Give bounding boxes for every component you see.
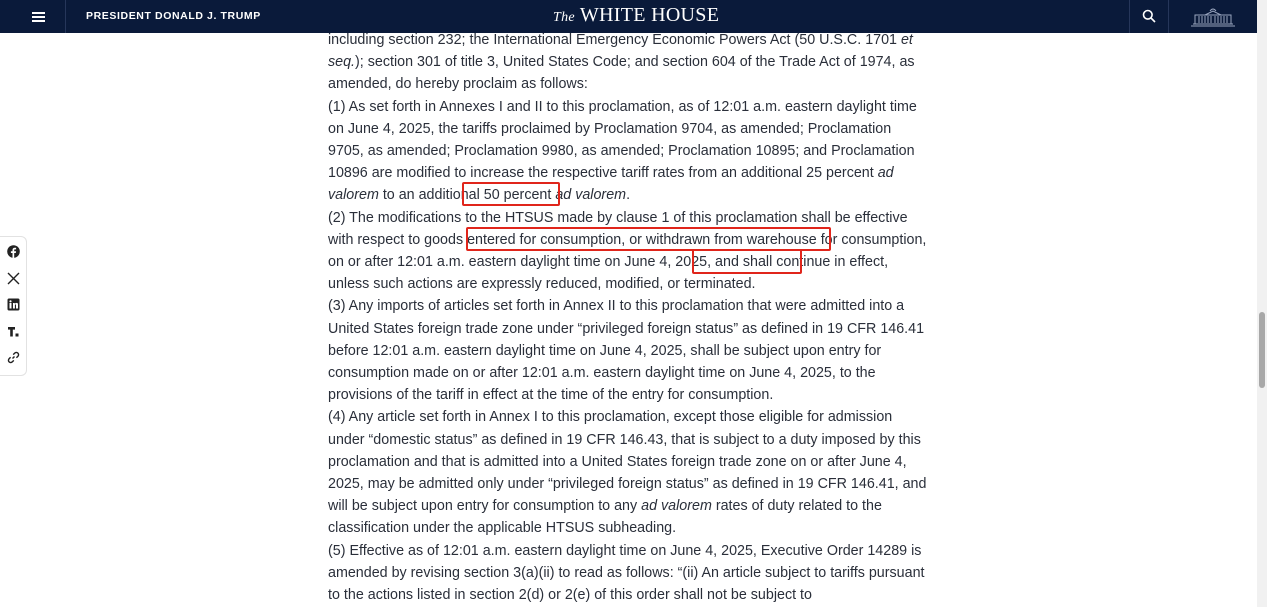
- linkedin-icon[interactable]: [7, 298, 20, 311]
- copy-link-icon[interactable]: [7, 351, 20, 364]
- paragraph-clause-3: (3) Any imports of articles set forth in Annex II to this proclamation that were admitted into a United States foreign trade zone under “privileged foreign status” as defined in 19 CFR 146.41 before 12:01 a.m. eastern daylight time on June 4, 2025, shall be subject upon entry for consumption made on or after 12:01 a.m. eastern daylight time on June 4, 2025, to the provisions of the tariff in effect at the time of the entry for consumption.: [328, 298, 925, 404]
- page-scrollbar[interactable]: [1257, 0, 1267, 607]
- wordmark-the: The: [553, 10, 575, 25]
- facebook-icon[interactable]: [7, 245, 20, 258]
- white-house-logo-link[interactable]: [1168, 0, 1257, 33]
- search-button[interactable]: [1129, 0, 1167, 33]
- paragraph-intro: including section 232; the International Emergency Economic Powers Act (50 U.S.C. 1701 et seq.); section 301 of title 3, United States Code; and section 604 of the Trade Act of 1974, as amended, do hereby proclaim as follows:: [328, 32, 915, 93]
- paragraph-clause-1: (1) As set forth in Annexes I and II to this proclamation, as of 12:01 a.m. eastern daylight time on June 4, 2025, the tariffs proclaimed by Proclamation 9704, as amended; Proclamation 9705, as amended; Proclamation 9980, as amended; Proclamation 10895; and Proclamation 10896 are modified to increase the respective tariff rates from an additional 25 percent ad valorem to an additional 50 percent ad valorem.: [328, 98, 917, 204]
- x-icon[interactable]: [7, 272, 20, 285]
- proclamation-text: [328, 29, 928, 606]
- scrollbar-thumb[interactable]: [1259, 312, 1265, 388]
- white-house-wordmark[interactable]: [553, 4, 719, 27]
- wordmark-name: WHITE HOUSE: [579, 4, 720, 26]
- white-house-building-icon: [1190, 6, 1236, 28]
- president-name-link[interactable]: PRESIDENT DONALD J. TRUMP: [86, 10, 261, 22]
- paragraph-clause-2: (2) The modifications to the HTSUS made by clause 1 of this proclamation shall be effective with respect to goods entered for consumption, or withdrawn from warehouse for consumption, on or after 12:01 a.m. eastern daylight time on June 4, 2025, and shall continue in effect, unless such actions are expressly reduced, modified, or terminated.: [328, 209, 927, 293]
- menu-button[interactable]: [0, 0, 66, 33]
- search-icon: [1142, 9, 1156, 23]
- truth-social-icon[interactable]: [7, 325, 20, 338]
- paragraph-clause-4: (4) Any article set forth in Annex I to this proclamation, except those eligible for admission under “domestic status” as defined in 19 CFR 146.43, that is subject to a duty imposed by this proclamation and that is admitted into a United States foreign trade zone on or after June 4, 2025, may be admitted only under “privileged foreign status” as defined in 19 CFR 146.41, and will be subject upon entry for consumption to any ad valorem rates of duty related to the classification under the applicable HTSUS subheading.: [328, 409, 927, 537]
- share-rail: [0, 236, 27, 376]
- paragraph-clause-5: (5) Effective as of 12:01 a.m. eastern daylight time on June 4, 2025, Executive Order 14289 is amended by revising section 3(a)(ii) to read as follows: “(ii) An article subject to tariffs pursuant to the actions listed in section 2(d) or 2(e) of this order shall not be subject to: [328, 542, 925, 604]
